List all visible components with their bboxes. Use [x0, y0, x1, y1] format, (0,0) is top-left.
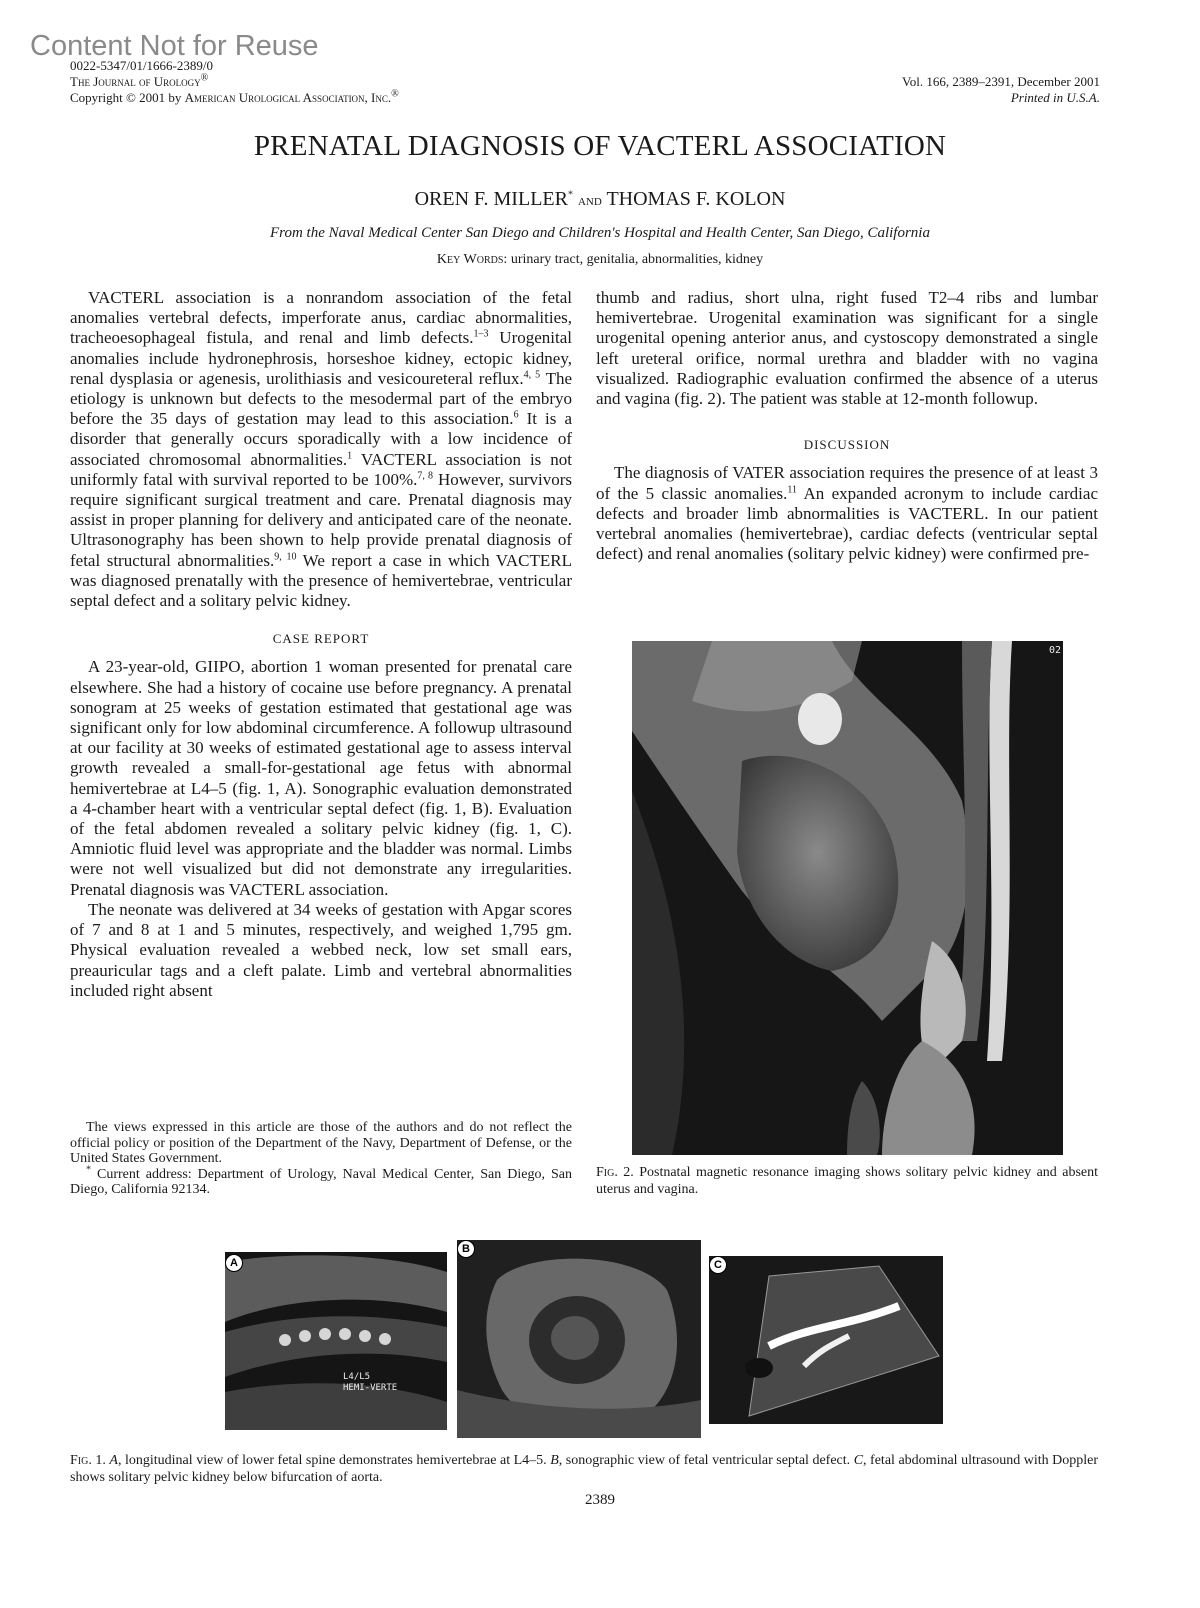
case-paragraph-2: The neonate was delivered at 34 weeks of gestation with Apgar scores of 7 and 8 at 1 and 5 minutes, respectively, and weighed 1,795 gm. Physical evaluation revealed a webbed neck, low set small ears, preauricular tags and a cleft palate. Limb and vertebral abnormalities included right absent [70, 899, 572, 1000]
figure-2-mri-image [632, 641, 1063, 1155]
article-code: 0022-5347/01/1666-2389/0 [70, 58, 213, 73]
figure-1-caption: Fig. 1. A, longitudinal view of lower fetal spine demonstrates hemivertebrae at L4–5. B, sonographic view of fetal ventricular septal defect. C, fetal abdominal ultrasound with Doppler shows solitary pelvic kidney below bifurcation of aorta. [70, 1453, 1099, 1485]
discussion-heading: DISCUSSION [803, 437, 891, 453]
intro-paragraph: VACTERL association is a nonrandom association of the fetal anomalies vertebral defects, imperforate anus, cardiac abnormalities, tracheoesophageal fistula, and renal and limb defects.$^{1-3}$ Urogenital anomalies include hydronephrosis, horseshoe kidney, ectopic kidney, renal dysplasia or agenesis, urolithiasis and vesicoureteral reflux.$^{4, 5}$ The etiology is unknown but defects to the mesodermal part of the embryo before the 35 days of gestation may lead to this association.$^6$ It is a disorder that generally occurs sporadically with a low incidence of associated chromosomal abnormalities.$^1$ VACTERL association is not uniformly fatal with survival reported to be 100%.$^{7, 8}$ However, survivors require significant surgical treatment and care. Prenatal diagnosis may assist in proper planning for delivery and anticipated care of the neonate. Ultrasonography has been shown to help provide prenatal diagnosis of fetal structural abnormalities.$^{9, 10}$ We report a case in which VACTERL was diagnosed prenatally with the presence of hemivertebrae, ventricular septal defect and a solitary pelvic kidney. [70, 288, 573, 611]
mri-illustration [632, 641, 1063, 1155]
volume-line: Vol. 166, 2389–2391, December 2001 [902, 74, 1100, 89]
right-column [596, 288, 1098, 564]
address-footnote: * Current address: Department of Urology, Naval Medical Center, San Diego, San Diego, California 92134. [70, 1164, 572, 1198]
views-footnote: The views expressed in this article are those of the authors and do not reflect the official policy or position of the Department of the Navy, Department of Defense, or the United States Government. [70, 1120, 572, 1167]
page-number: 2389 [585, 1492, 615, 1508]
watermark: Content Not for Reuse [30, 30, 319, 62]
figure-1-panel-a [225, 1252, 447, 1430]
author-line: OREN F. MILLER* and THOMAS F. KOLON [414, 188, 786, 210]
copyright-line: Copyright © 2001 by American Urological Association, Inc.® [70, 88, 399, 105]
spine-ultrasound-illustration [225, 1252, 447, 1430]
case-paragraph-1: A 23-year-old, GIIPO, abortion 1 woman presented for prenatal care elsewhere. She had a history of cocaine use before pregnancy. A prenatal sonogram at 25 weeks of gestation estimated that gestational age was significant only for low abdominal circumference. A followup ultrasound at our facility at 30 weeks of estimated gestational age to assess interval growth revealed a small-for-gestational age fetus with abnormal hemivertebrae at L4–5 (fig. 1, A). Sonographic evaluation demonstrated a 4-chamber heart with a ventricular septal defect (fig. 1, B). Evaluation of the fetal abdomen revealed a solitary pelvic kidney (fig. 1, C). Amniotic fluid level was appropriate and the bladder was normal. Limbs were not well visualized but did not demonstrate any irregularities. Prenatal diagnosis was VACTERL association. [70, 657, 572, 899]
footnotes [70, 1120, 572, 1198]
figure-1-label-c: C [709, 1256, 727, 1274]
panel-a-label-line2: HEMI-VERTE [343, 1383, 398, 1393]
heart-ultrasound-illustration [457, 1240, 701, 1438]
figure-1-label-a: A [225, 1254, 243, 1272]
article-title: PRENATAL DIAGNOSIS OF VACTERL ASSOCIATION [253, 130, 947, 162]
keywords: Key Words: urinary tract, genitalia, abnormalities, kidney [436, 252, 764, 267]
journal-name: The Journal of Urology® [70, 72, 209, 89]
figure-1-label-b: B [457, 1240, 475, 1258]
left-column [70, 288, 572, 1001]
discussion-paragraph: The diagnosis of VATER association requires the presence of at least 3 of the 5 classic anomalies.$^{11}$ An expanded acronym to include cardiac defects and broader limb abnormalities is VACTERL. In our patient vertebral anomalies (hemivertebrae), cardiac defects (ventricular septal defect) and renal anomalies (solitary pelvic kidney) were confirmed pre- [596, 463, 1099, 564]
figure-1-panel-b [457, 1240, 701, 1438]
header-right [902, 74, 1100, 106]
panel-a-label-line1: L4/L5 [343, 1372, 371, 1382]
header-left [70, 58, 399, 106]
figure-1-panel-c [709, 1256, 943, 1424]
mri-corner-label: 02 [1048, 645, 1061, 656]
printed-line: Printed in U.S.A. [1010, 90, 1100, 105]
case-paragraph-3: thumb and radius, short ulna, right fused T2–4 ribs and lumbar hemivertebrae. Urogenital examination was significant for a single urogenital opening anterior anus, and cystoscopy demonstrated a single left ureteral orifice, normal urethra and bladder with no vagina visualized. Radiographic evaluation confirmed the absence of a uterus and vagina (fig. 2). The patient was stable at 12-month followup. [596, 288, 1098, 409]
figure-2-caption: Fig. 2. Postnatal magnetic resonance imaging shows solitary pelvic kidney and absent uterus and vagina. [596, 1165, 1098, 1197]
kidney-doppler-illustration [709, 1256, 943, 1424]
affiliation: From the Naval Medical Center San Diego and Children's Hospital and Health Center, San Diego, California [270, 225, 930, 241]
case-report-heading: CASE REPORT [272, 631, 370, 647]
